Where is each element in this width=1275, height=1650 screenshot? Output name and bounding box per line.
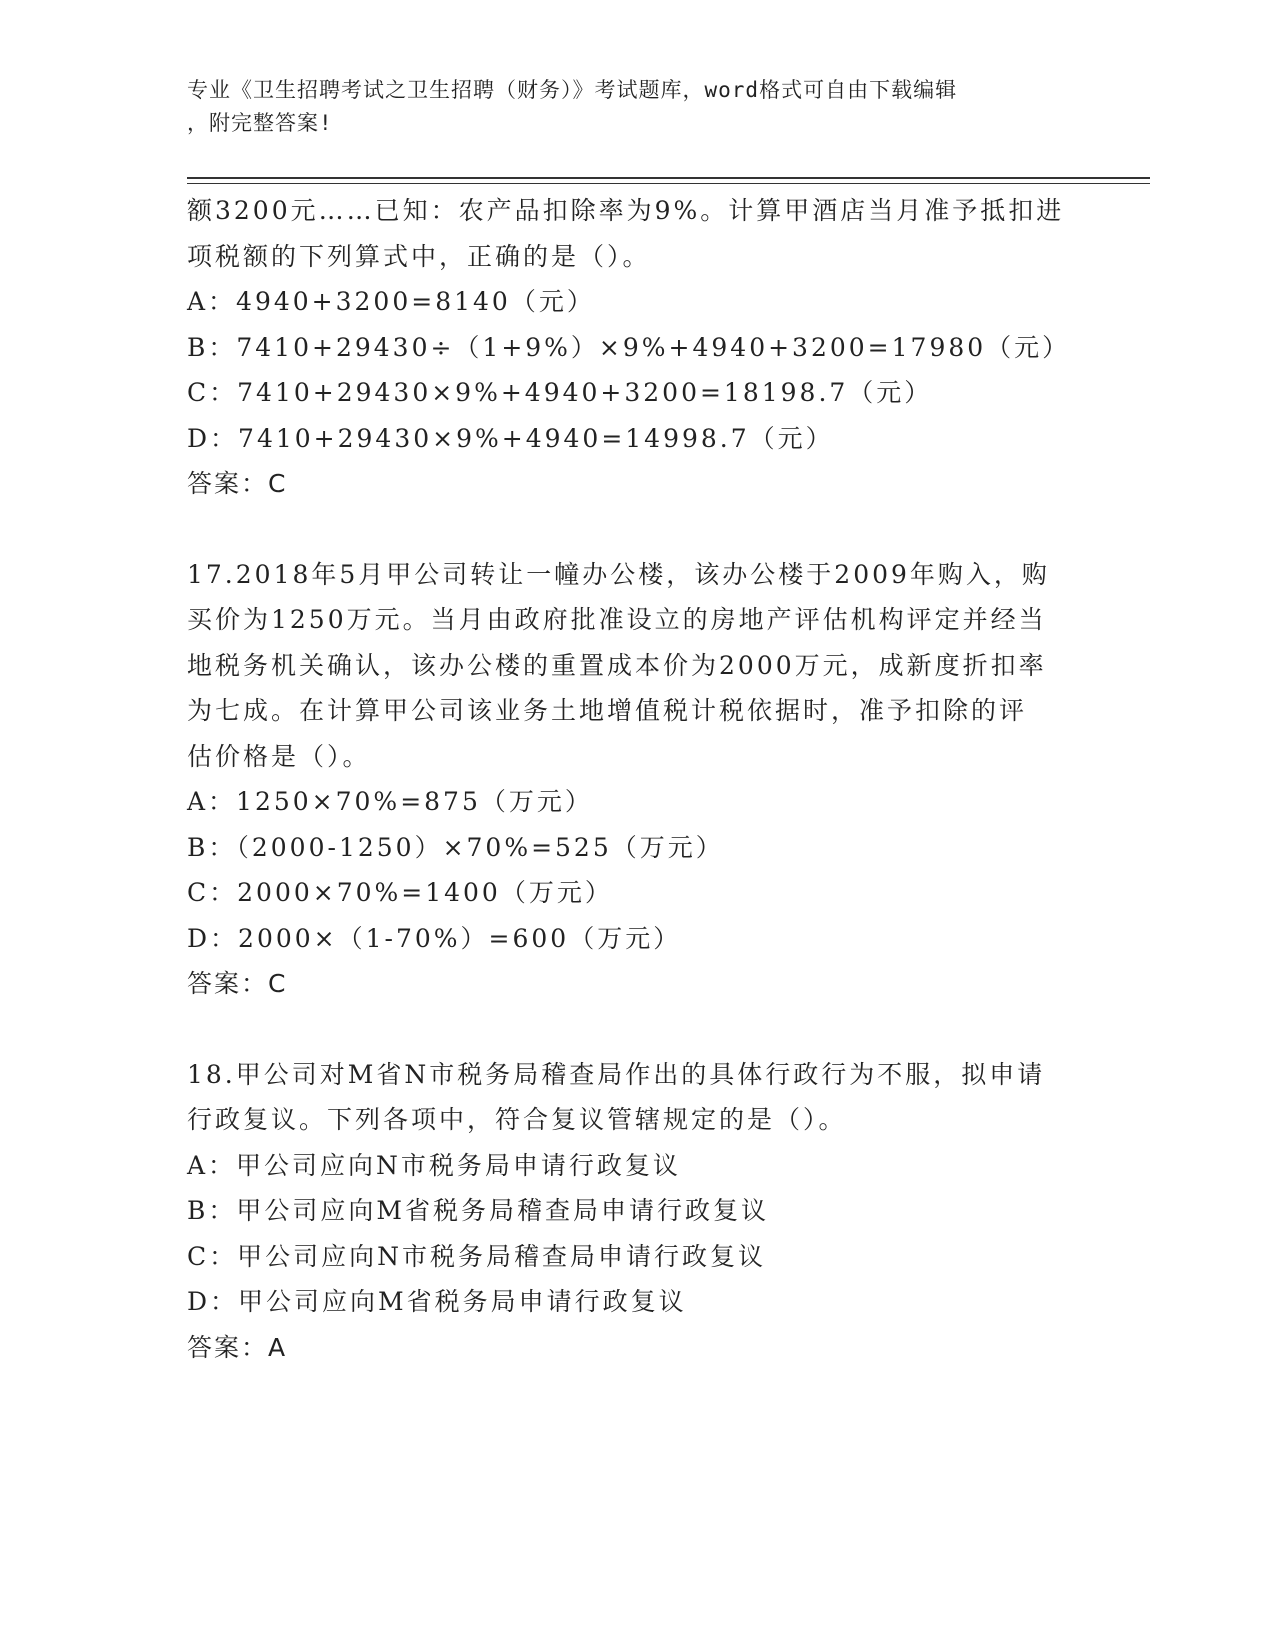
question-text-line: 18.甲公司对M省N市税务局稽查局作出的具体行政行为不服，拟申请 bbox=[187, 1059, 1046, 1089]
question-16 bbox=[187, 188, 1087, 507]
option-d: D：甲公司应向M省税务局申请行政复议 bbox=[187, 1287, 687, 1316]
header-rule-thin bbox=[187, 183, 1150, 184]
question-text-line: 估价格是（）。 bbox=[187, 741, 371, 771]
option-c: C：甲公司应向N市税务局稽查局申请行政复议 bbox=[187, 1241, 767, 1271]
option-a: A：甲公司应向N市税务局申请行政复议 bbox=[187, 1150, 681, 1180]
header-line: 专业《卫生招聘考试之卫生招聘（财务）》考试题库，word格式可自由下载编辑 bbox=[187, 78, 958, 102]
answer: 答案：C bbox=[187, 469, 288, 498]
option-b: B：7410+29430÷（1+9%）×9%+4940+3200=17980（元） bbox=[187, 332, 1071, 362]
page-content bbox=[187, 188, 1087, 1370]
question-18 bbox=[187, 1052, 1087, 1371]
question-text-line: 行政复议。下列各项中，符合复议管辖规定的是（）。 bbox=[187, 1105, 847, 1134]
option-b: B：甲公司应向M省税务局稽查局申请行政复议 bbox=[187, 1196, 769, 1225]
option-a: A：4940+3200=8140（元） bbox=[187, 287, 595, 316]
option-b: B：（2000-1250）×70%=525（万元） bbox=[187, 832, 724, 862]
option-d: D：2000×（1-70%）=600（万元） bbox=[187, 923, 682, 953]
page-header bbox=[187, 74, 1067, 140]
option-c: C：2000×70%=1400（万元） bbox=[187, 878, 613, 907]
option-c: C：7410+29430×9%+4940+3200=18198.7（元） bbox=[187, 378, 933, 407]
question-17 bbox=[187, 552, 1087, 1007]
answer: 答案：A bbox=[187, 1332, 288, 1362]
header-line: ，附完整答案! bbox=[187, 111, 333, 135]
option-a: A：1250×70%=875（万元） bbox=[187, 787, 593, 816]
question-text-line: 额3200元……已知：农产品扣除率为9%。计算甲酒店当月准予抵扣进 bbox=[187, 196, 1065, 225]
question-text-line: 地税务机关确认，该办公楼的重置成本价为2000万元，成新度折扣率 bbox=[187, 650, 1047, 680]
option-d: D：7410+29430×9%+4940=14998.7（元） bbox=[187, 423, 834, 453]
header-rule bbox=[187, 177, 1150, 179]
question-text-line: 为七成。在计算甲公司该业务土地增值税计税依据时，准予扣除的评 bbox=[187, 696, 1028, 725]
answer: 答案：C bbox=[187, 969, 288, 998]
question-text-line: 买价为1250万元。当月由政府批准设立的房地产评估机构评定并经当 bbox=[187, 605, 1047, 634]
question-text-line: 17.2018年5月甲公司转让一幢办公楼，该办公楼于2009年购入，购 bbox=[187, 559, 1050, 589]
question-text-line: 项税额的下列算式中，正确的是（）。 bbox=[187, 241, 651, 271]
